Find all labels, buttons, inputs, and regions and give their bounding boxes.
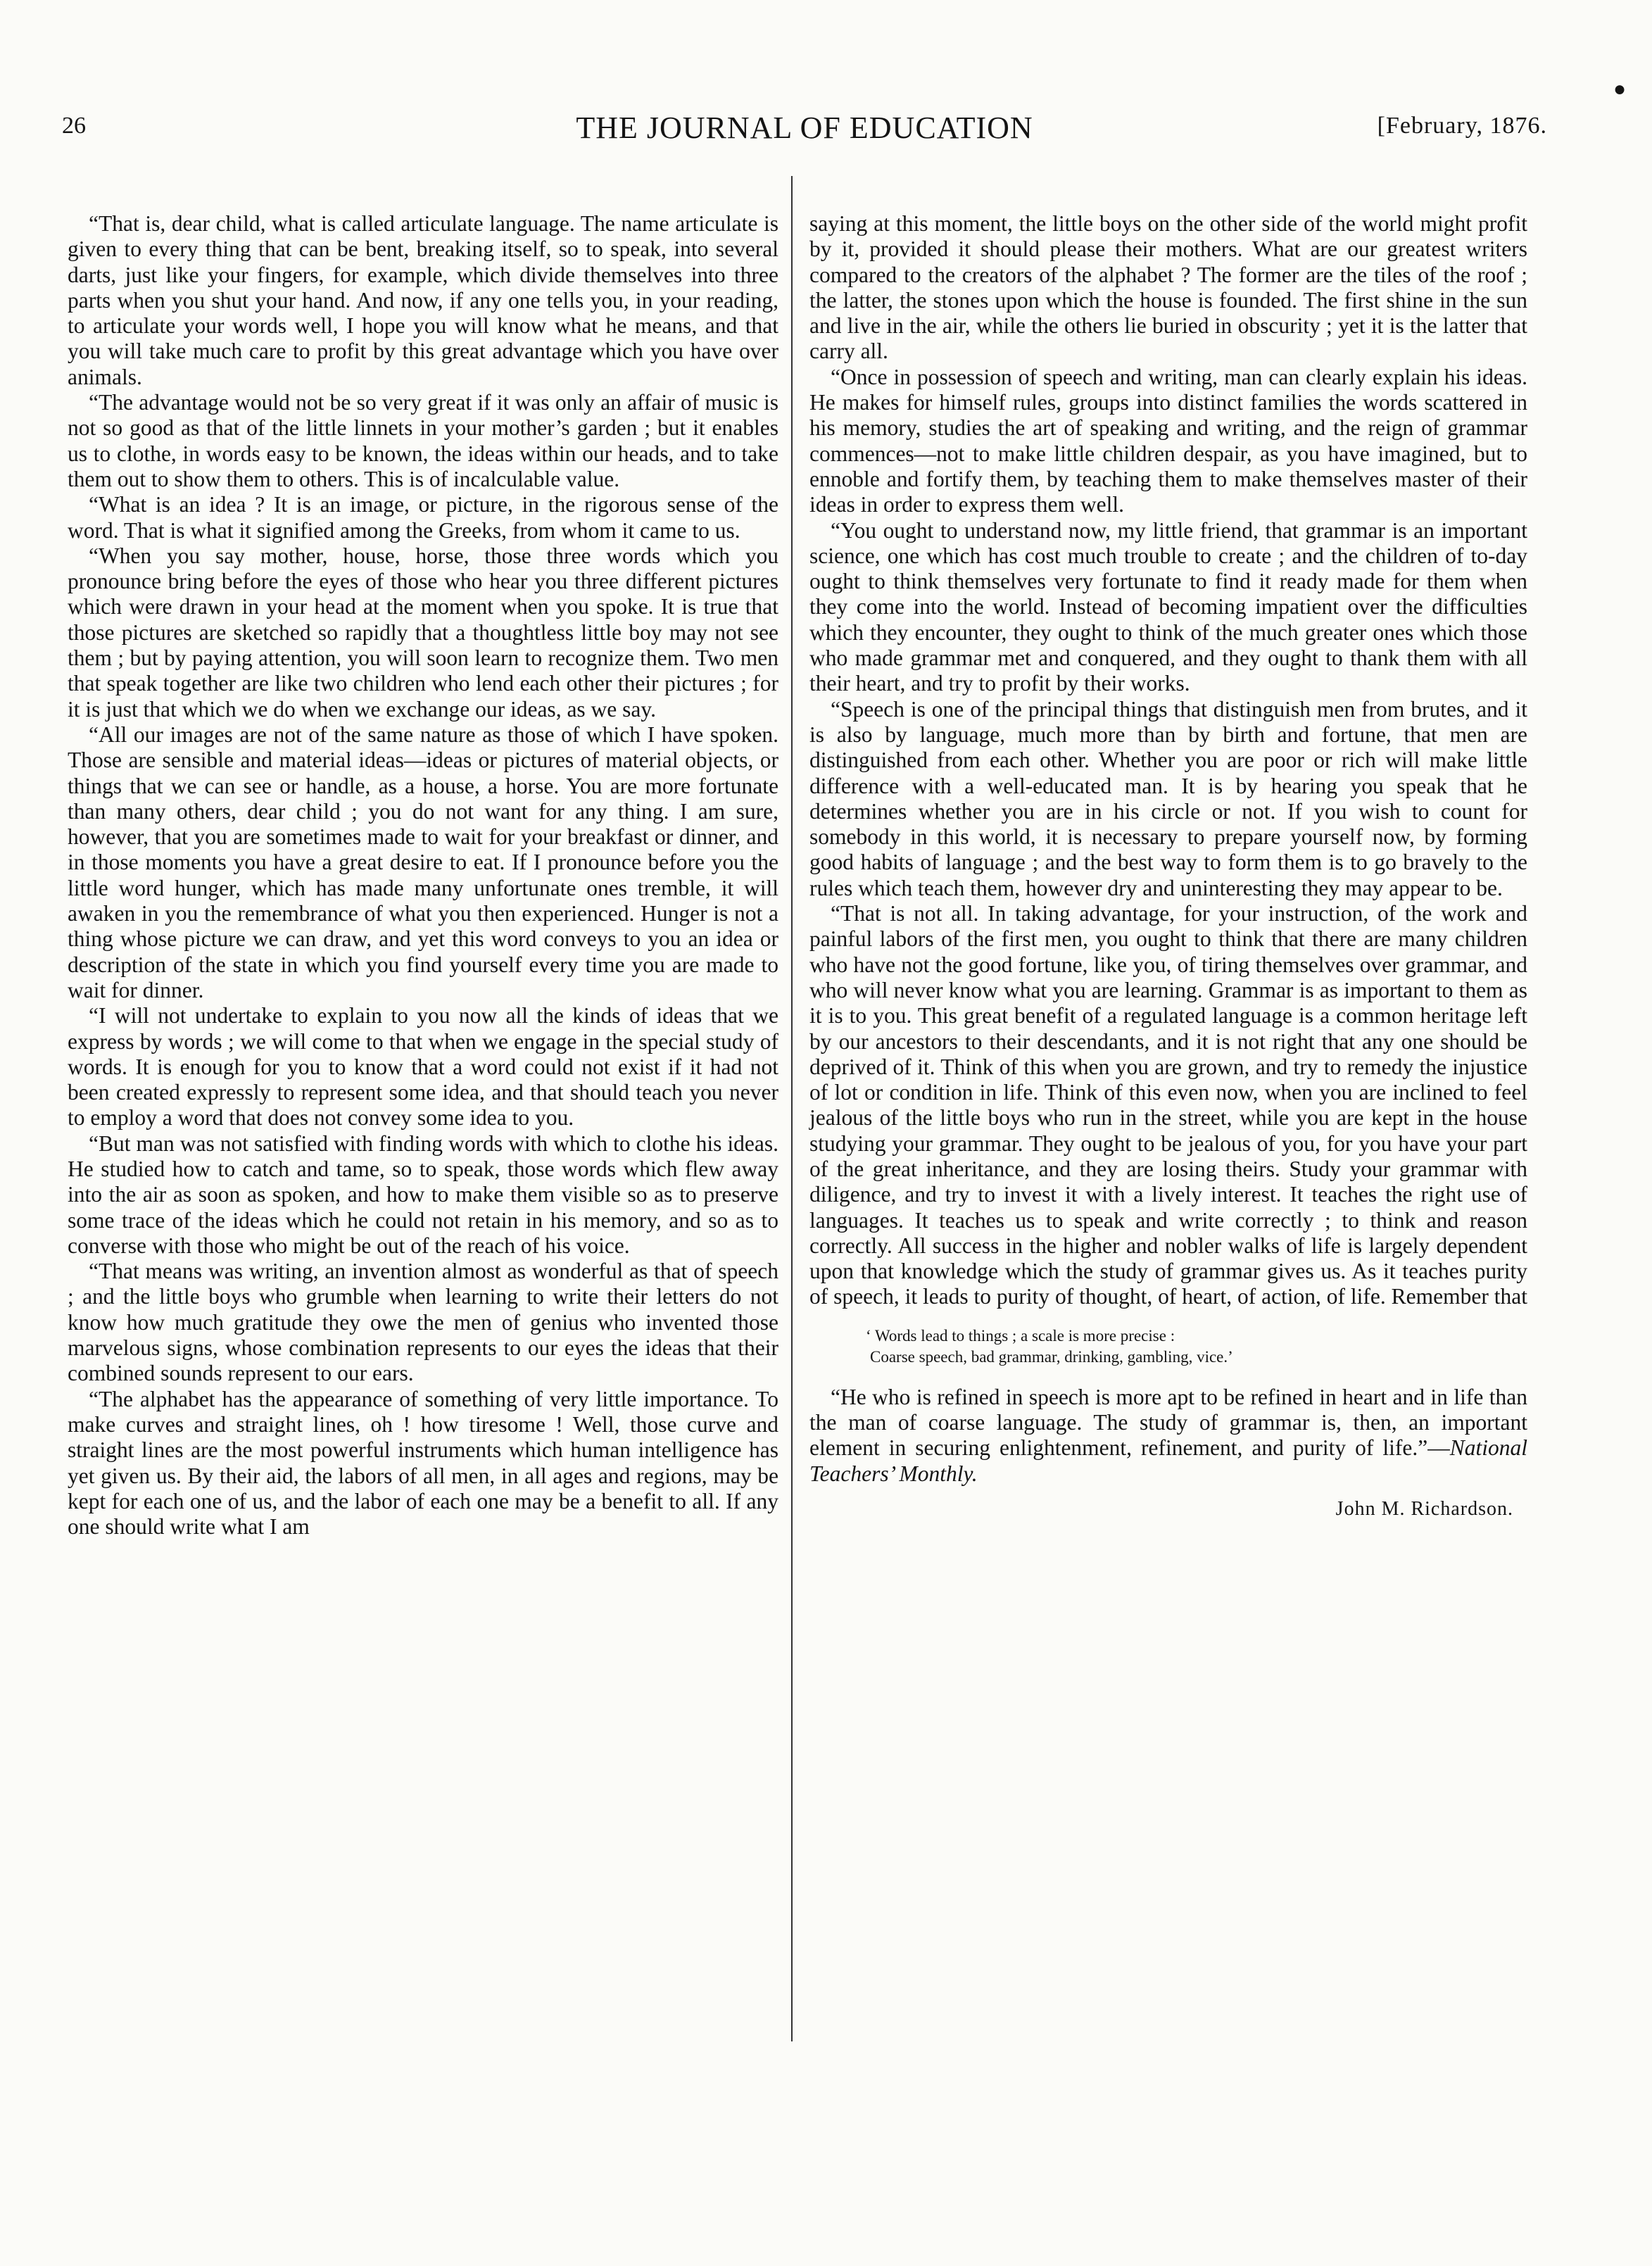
closing-text: “He who is refined in speech is more apt to be refined in heart and in life than the man of coarse language. The study of grammar is, then, an important element in securing enlightenment, refinement, and purity of life.”— bbox=[809, 1384, 1527, 1461]
paragraph: “The advantage would not be so very great if it was only an affair of music is not so good as that of the little linnets in your mother’s garden ; but it enables us to clothe, in words easy to be known, the ideas within our heads, and to take them out to show them to others. This is of incalculable value. bbox=[68, 390, 778, 491]
verse-line: Coarse speech, bad grammar, drinking, gambling, vice.’ bbox=[870, 1347, 1233, 1366]
verse-line: ‘ Words lead to things ; a scale is more precise : bbox=[866, 1326, 1175, 1345]
left-column bbox=[68, 211, 778, 2182]
paragraph: “I will not undertake to explain to you now all the kinds of ideas that we express by words ; we will come to that when we engage in the special study of words. It is enough for you to know that a word could not exist if it had not been created expressly to represent some idea, and that should teach you never to employ a word that does not convey some idea to you. bbox=[68, 1003, 778, 1131]
journal-title: THE JOURNAL OF EDUCATION bbox=[576, 111, 1033, 145]
paragraph: “Speech is one of the principal things that distinguish men from brutes, and it is also by language, much more than by birth and fortune, that men are distinguished from each other. Whether you are poor or rich will make little difference with a well-educated man. It is by hearing you speak that he determines whether you are in his circle or not. If you wish to count for somebody in this world, it is necessary to prepare yourself now, by forming good habits of language ; and the best way to form them is to go bravely to the rules which teach them, however dry and uninteresting they may appear to be. bbox=[809, 696, 1527, 900]
paragraph: “All our images are not of the same nature as those of which I have spoken. Those are sensible and material ideas—ideas or pictures of material objects, or things that we can see or handle, as a house, a horse. You are more fortunate than many others, dear child ; you do not want for any thing. I am sure, however, that you are sometimes made to wait for your breakfast or dinner, and in those moments you have a great desire to eat. If I pronounce before you the little word hunger, which has made many unfortunate ones tremble, it will awaken in you the remembrance of what you then experienced. Hunger is not a thing whose picture we can draw, and yet this word conveys to you an idea or description of the state in which you find yourself every time you are made to wait for dinner. bbox=[68, 722, 778, 1002]
ink-mark-icon: ● bbox=[1613, 77, 1627, 101]
paragraph: saying at this moment, the little boys on the other side of the world might profit by it, provided it should please their mothers. What are our greatest writers compared to the creators of the alphabet ? The former are the tiles of the roof ; the latter, the stones upon which the house is founded. The first shine in the sun and live in the air, while the others lie buried in obscurity ; yet it is the latter that carry all. bbox=[809, 211, 1527, 364]
paragraph: “Once in possession of speech and writing, man can clearly explain his ideas. He makes for himself rules, groups into distinct families the words scattered in his memory, studies the art of speaking and writing, and the reign of grammar commences—not to make little children despair, as you have imagined, but to ennoble and fortify them, by teaching them to make themselves master of their ideas in order to express them well. bbox=[809, 364, 1527, 517]
issue-date: [February, 1876. bbox=[1377, 113, 1547, 139]
paragraph: “That is, dear child, what is called articulate language. The name articulate is given to every thing that can be bent, breaking itself, so to speak, into several darts, just like your fingers, for example, which divide themselves into three parts when you shut your hand. And now, if any one tells you, in your reading, to articulate your words well, I hope you will know what he means, and that you will take much care to profit by this great advantage which you have over animals. bbox=[68, 211, 778, 389]
paragraph: “That means was writing, an invention almost as wonderful as that of speech ; and the little boys who grumble when learning to write their letters do not know how much gratitude they owe the men of genius who invented those marvelous signs, whose combination represents to our eyes the ideas that their combined sounds represent to our ears. bbox=[68, 1259, 778, 1386]
author-signature: John M. Richardson. bbox=[1335, 1497, 1513, 1520]
closing-paragraph bbox=[809, 1385, 1527, 1487]
source-citation: National Teachers’ Monthly. bbox=[809, 1435, 1527, 1486]
right-column bbox=[809, 211, 1527, 2182]
quoted-verse bbox=[866, 1326, 1527, 1368]
paragraph: “What is an idea ? It is an image, or picture, in the rigorous sense of the word. That is what it signified among the Greeks, from whom it came to us. bbox=[68, 492, 778, 543]
page-header bbox=[62, 106, 1547, 148]
paragraph: “When you say mother, house, horse, those three words which you pronounce bring before the eyes of those who hear you three different pictures which were drawn in your head at the moment when you spoke. It is true that those pictures are sketched so rapidly that a thoughtless little boy may not see them ; but by paying attention, you will soon learn to recognize them. Two men that speak together are like two children who lend each other their pictures ; for it is just that which we do when we exchange our ideas, as we say. bbox=[68, 543, 778, 722]
page-number: 26 bbox=[62, 113, 86, 139]
paragraph: “But man was not satisfied with finding words with which to clothe his ideas. He studied how to catch and tame, so to speak, those words which flew away into the air as soon as spoken, and how to make them visible so as to preserve some trace of the ideas which he could not retain in his memory, and so as to converse with those who might be out of the reach of his voice. bbox=[68, 1131, 778, 1258]
paragraph: “The alphabet has the appearance of something of very little importance. To make curves and straight lines, oh ! how tiresome ! Well, those curve and straight lines are the most powerful instruments which human intelligence has yet given us. By their aid, the labors of all men, in all ages and regions, may be kept for each one of us, and the labor of each one may be a benefit to all. If any one should write what I am bbox=[68, 1386, 778, 1540]
column-divider bbox=[791, 176, 793, 2041]
paragraph: “You ought to understand now, my little friend, that grammar is an important science, one which has cost much trouble to create ; and the children of to-day ought to think themselves very fortunate to find it ready made for them when they come into the world. Instead of becoming impatient over the difficulties which they encounter, they ought to think of the much greater ones which those who made grammar met and conquered, and they ought to thank them with all their heart, and try to profit by their works. bbox=[809, 517, 1527, 696]
paragraph: “That is not all. In taking advantage, for your instruction, of the work and painful labors of the first men, you ought to think that there are many children who have not the good fortune, like you, of tiring themselves over grammar, and who will never know what you are learning. Grammar is as important to them as it is to you. This great benefit of a regulated language is a common heritage left by our ancestors to their descendants, and it is not right that any one should be deprived of it. Think of this when you are grown, and try to remedy the injustice of lot or condition in life. Think of this even now, when you are inclined to feel jealous of the little boys who run in the street, while you are kept in the house studying your grammar. They ought to be jealous of you, for you have your part of the great inheritance, and they are losing theirs. Study your grammar with diligence, and try to invest it with a lively interest. It teaches the right use of languages. It teaches us to speak and write correctly ; to think and reason correctly. All success in the higher and nobler walks of life is largely dependent upon that knowledge which the study of grammar gives us. As it teaches purity of speech, it leads to purity of thought, of heart, of action, of life. Remember that bbox=[809, 901, 1527, 1309]
